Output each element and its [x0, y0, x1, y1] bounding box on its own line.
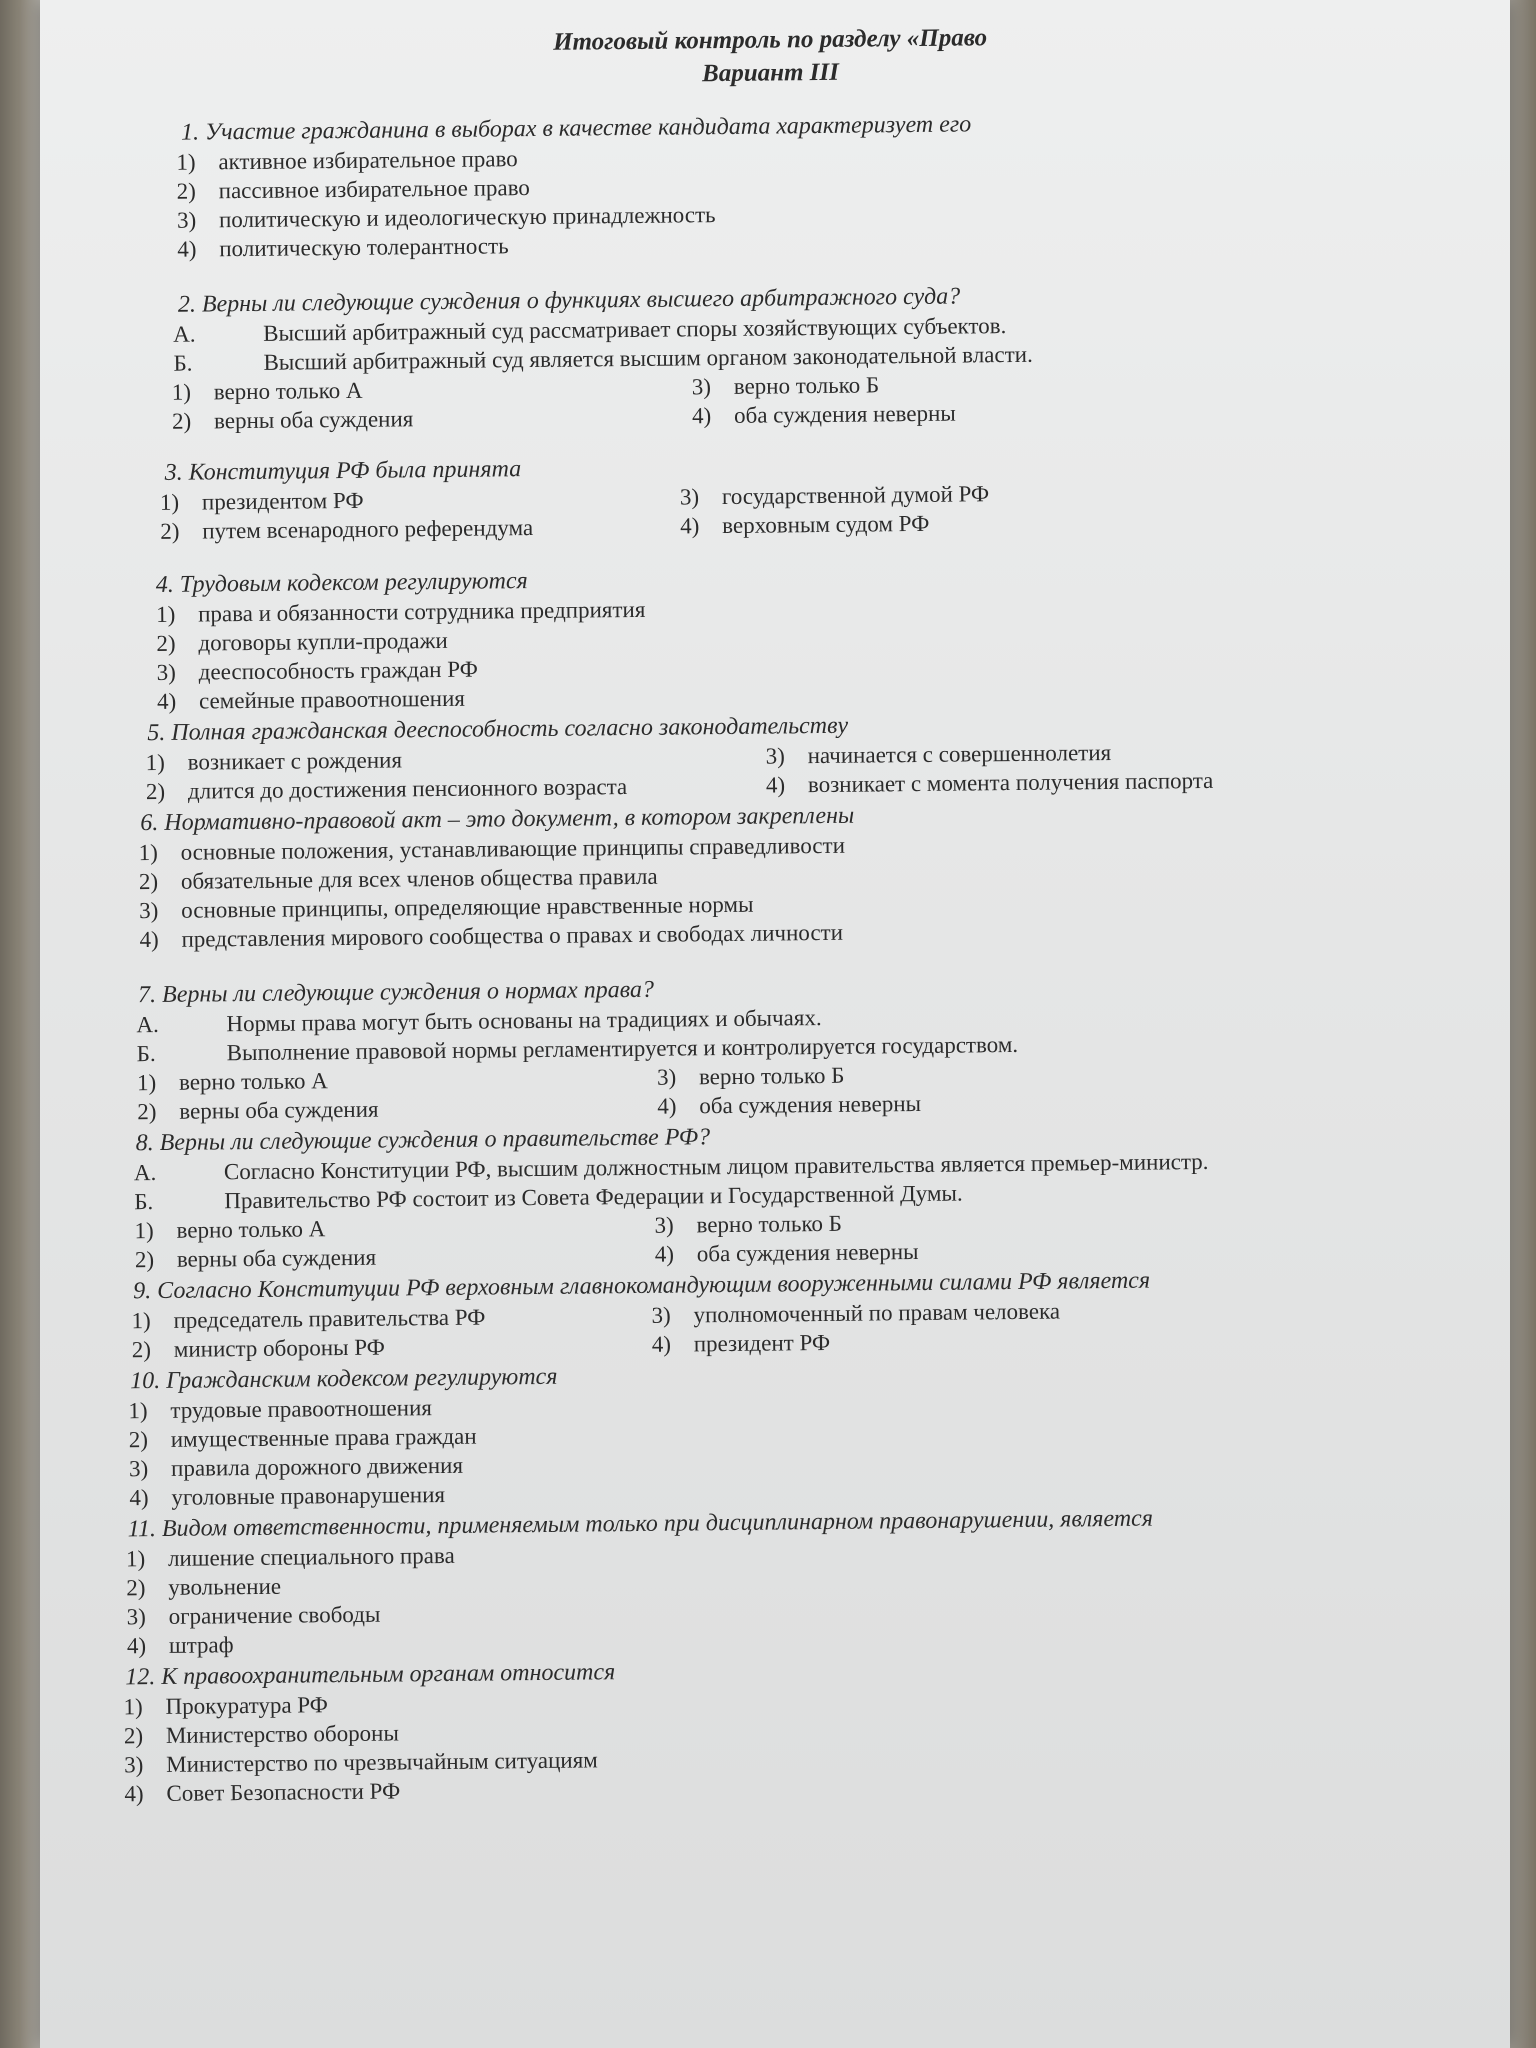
- answer-option: 2) верны оба суждения: [137, 1096, 379, 1125]
- question-title: 2. Верны ли следующие суждения о функциях высшего арбитражного суда?: [177, 283, 961, 318]
- answer-option: 2) договоры купли-продажи: [156, 627, 448, 656]
- answer-option: 3) начинается с совершеннолетия: [765, 739, 1112, 769]
- question-title: 4. Трудовым кодексом регулируются: [155, 568, 528, 598]
- question-7: [136, 966, 1501, 1126]
- answer-option: 2) Министерство обороны: [123, 1720, 400, 1749]
- answer-option: 4) штраф: [126, 1632, 234, 1659]
- answer-option: 3) верно только Б: [691, 372, 880, 400]
- answer-option: 2) верны оба суждения: [171, 406, 414, 434]
- question-2: [153, 276, 1494, 436]
- answer-option: 3) правила дорожного движения: [128, 1452, 464, 1482]
- question-4: [156, 556, 1497, 716]
- question-title: 9. Согласно Конституции РФ верховным главнокомандующим вооруженными силами РФ является: [133, 1267, 1151, 1305]
- statement: А. Нормы права могут быть основаны на традициях и обычаях.: [136, 1005, 822, 1038]
- question-title: 12. К правоохранительным органам относится: [125, 1659, 616, 1691]
- question-title: 11. Видом ответственности, применяемым только при дисциплинарном правонарушении, является: [127, 1505, 1154, 1543]
- document-title: Итоговый контроль по разделу «Право: [553, 24, 988, 56]
- answer-option: 1) председатель правительства РФ: [131, 1304, 486, 1334]
- answer-option: 3) Министерство по чрезвычайным ситуациям: [124, 1747, 598, 1778]
- answer-option: 4) Совет Безопасности РФ: [124, 1778, 401, 1807]
- answer-option: 4) политическую толерантность: [177, 233, 509, 262]
- answer-option: 4) оба суждения неверны: [691, 400, 956, 429]
- answer-option: 4) президент РФ: [651, 1329, 831, 1357]
- answer-option: 2) верны оба суждения: [134, 1244, 377, 1273]
- question-3: [154, 444, 1495, 546]
- answer-option: 1) президентом РФ: [159, 487, 364, 515]
- answer-option: 4) возникает с момента получения паспорта: [765, 767, 1214, 798]
- question-title: 6. Нормативно-правовой акт – это документ, в котором закреплены: [140, 802, 855, 837]
- question-title: 7. Верны ли следующие суждения о нормах права?: [137, 976, 655, 1009]
- answer-option: 3) верно только Б: [656, 1062, 845, 1090]
- answer-option: 3) основные принципы, определяющие нравственные нормы: [139, 891, 754, 924]
- answer-option: 1) трудовые правоотношения: [128, 1395, 433, 1424]
- question-title: 10. Гражданским кодексом регулируются: [130, 1363, 558, 1395]
- answer-option: 3) политическую и идеологическую принадлежность: [176, 202, 716, 233]
- answer-option: 4) представления мирового сообщества о правах и свободах личности: [139, 919, 844, 953]
- answer-option: 3) государственной думой РФ: [679, 481, 990, 510]
- variant-label: Вариант III: [701, 58, 840, 88]
- answer-option: 2) имущественные права граждан: [128, 1423, 477, 1453]
- answer-option: 1) верно только А: [136, 1068, 328, 1096]
- answer-option: 1) права и обязанности сотрудника предприятия: [155, 596, 646, 627]
- answer-option: 1) лишение специального права: [125, 1542, 455, 1572]
- answer-option: 4) семейные правоотношения: [156, 685, 466, 714]
- answer-option: 1) Прокуратура РФ: [123, 1692, 329, 1720]
- answer-option: 2) министр обороны РФ: [131, 1334, 385, 1363]
- answer-option: 2) длится до достижения пенсионного возраста: [145, 774, 628, 805]
- answer-option: 3) верно только Б: [654, 1210, 843, 1238]
- statement: А. Высший арбитражный суд рассматривает споры хозяйствующих субъектов.: [173, 313, 1007, 347]
- document-header: [320, 19, 1221, 94]
- question-title: 5. Полная гражданская дееспособность согласно законодательству: [147, 712, 849, 747]
- answer-option: 4) уголовные правонарушения: [129, 1481, 446, 1511]
- statement: Б. Правительство РФ состоит из Совета Федерации и Государственной Думы.: [134, 1180, 963, 1215]
- question-11: [125, 1500, 1507, 1660]
- answer-option: 4) оба суждения неверны: [654, 1239, 919, 1267]
- answer-option: 1) основные положения, устанавливающие принципы справедливости: [138, 832, 846, 866]
- question-6: [138, 794, 1499, 954]
- statement: Б. Высший арбитражный суд является высшим органом законодательной власти.: [173, 341, 1033, 376]
- answer-option: 2) пассивное избирательное право: [176, 175, 530, 204]
- question-1: [151, 104, 1492, 264]
- answer-option: 1) верно только А: [134, 1216, 326, 1244]
- answer-option: 4) оба суждения неверны: [657, 1090, 922, 1119]
- answer-option: 2) путем всенародного референдума: [160, 515, 534, 544]
- answer-option: 3) дееспособность граждан РФ: [156, 656, 478, 685]
- answer-option: 1) активное избирательное право: [176, 146, 518, 175]
- paper-sheet: [40, 0, 1510, 2048]
- answer-option: 3) уполномоченный по правам человека: [651, 1298, 1061, 1328]
- statement: А. Согласно Конституции РФ, высшим должностным лицом правительства является премьер-министр.: [133, 1148, 1209, 1186]
- document-content: [123, 16, 1509, 1808]
- question-8: [133, 1114, 1502, 1274]
- answer-option: 1) верно только А: [171, 377, 363, 405]
- answer-option: 2) увольнение: [126, 1573, 282, 1601]
- answer-options: [172, 364, 1495, 436]
- question-title: 3. Конституция РФ была принята: [164, 456, 522, 486]
- question-9: [131, 1262, 1504, 1364]
- answer-option: 2) обязательные для всех членов общества правила: [138, 863, 658, 895]
- statement: Б. Выполнение правовой нормы регламентируется и контролируется государством.: [136, 1031, 1019, 1067]
- question-title: 8. Верны ли следующие суждения о правительстве РФ?: [135, 1124, 711, 1157]
- question-title: 1. Участие гражданина в выборах в качестве кандидата характеризует его: [180, 111, 972, 146]
- question-5: [145, 704, 1498, 806]
- question-12: [123, 1648, 1508, 1808]
- answer-option: 1) возникает с рождения: [145, 747, 403, 776]
- answer-option: 3) ограничение свободы: [126, 1601, 381, 1630]
- answer-option: 4) верховным судом РФ: [680, 510, 930, 539]
- question-10: [128, 1352, 1505, 1512]
